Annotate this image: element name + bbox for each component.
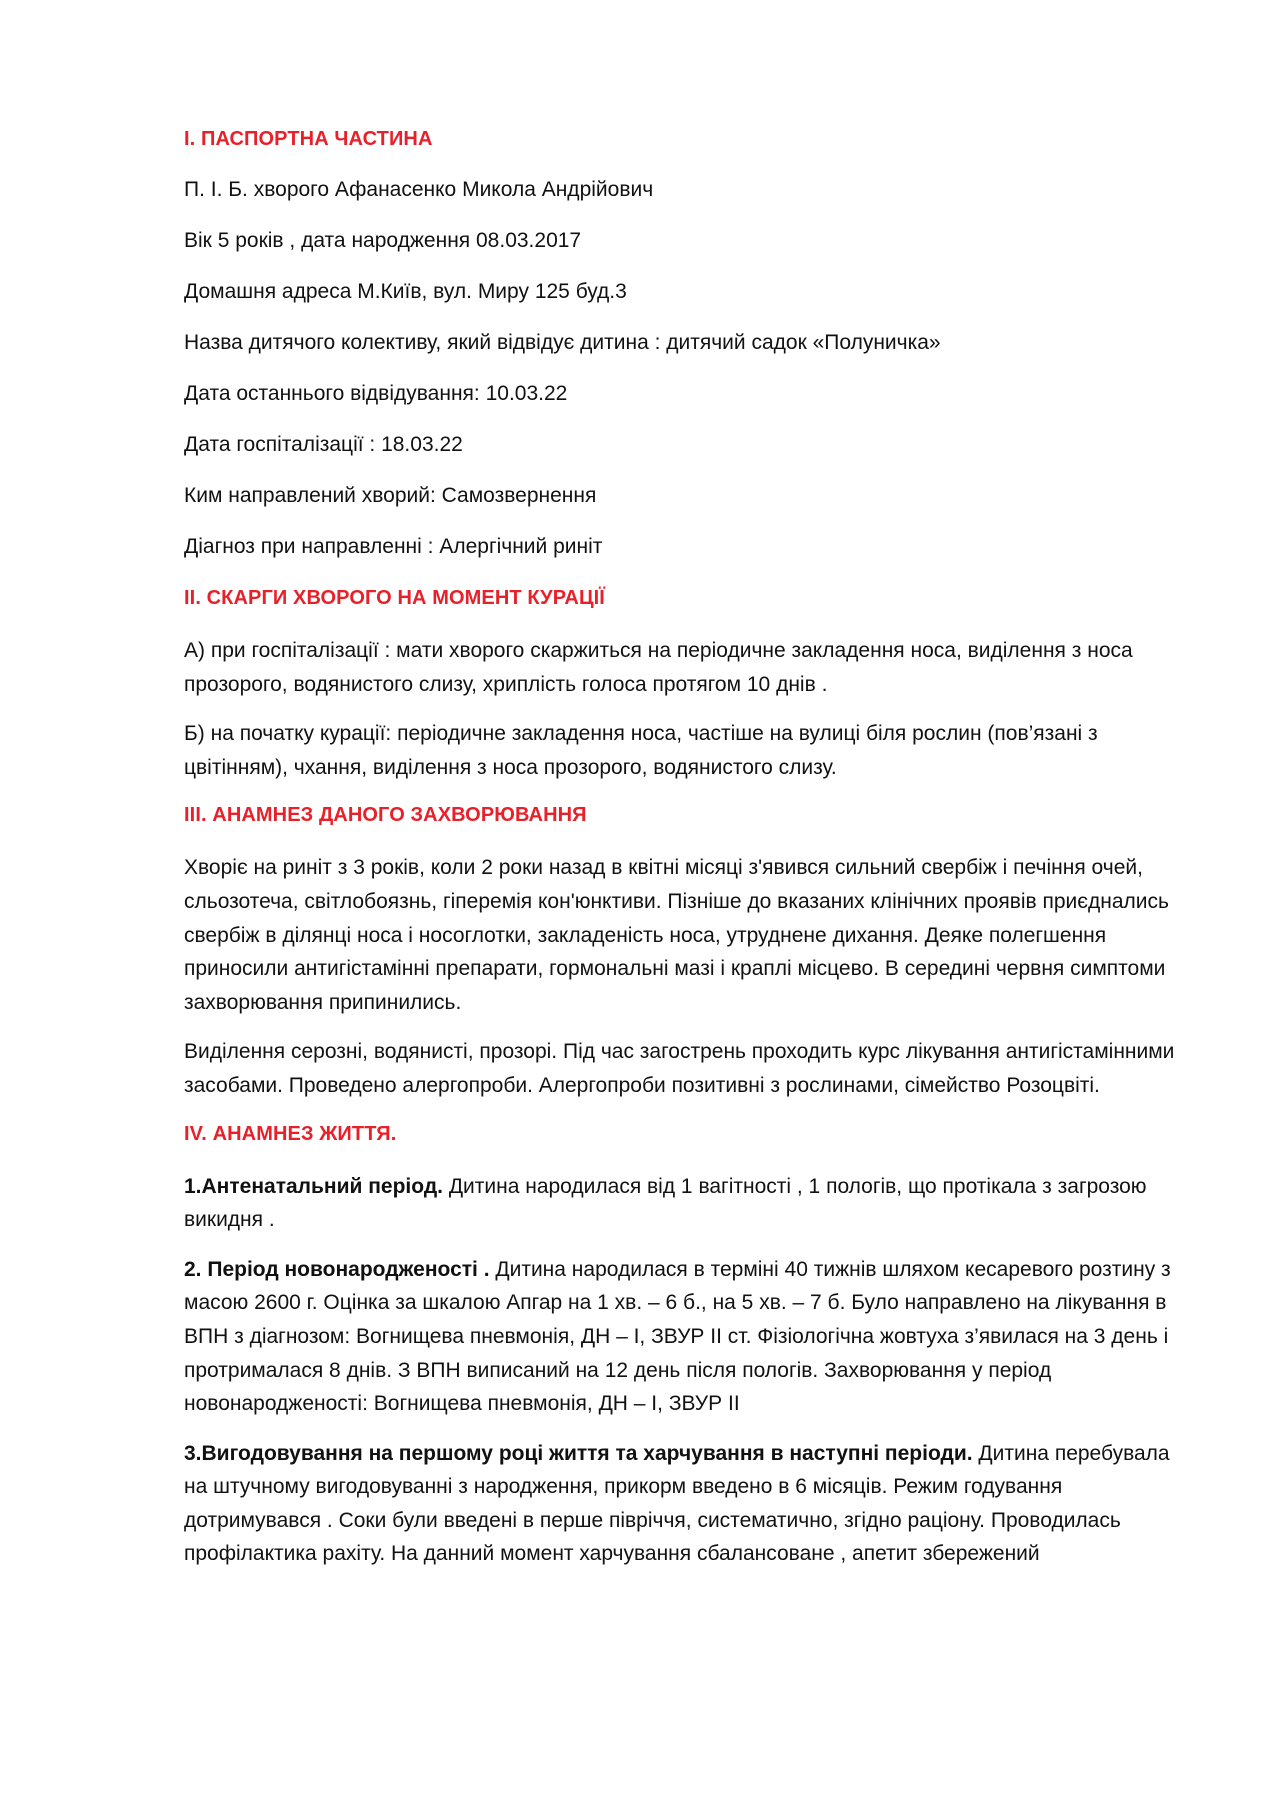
complaints-at-admission: А) при госпіталізації : мати хворого скаржиться на періодичне закладення носа, виділення з носа прозорого, водянистого слизу, хриплість голоса протягом 10 днів . [184,639,1133,696]
antenatal-period-lead: 1.Антенатальний період. [184,1174,443,1198]
section-heading-passport: I. ПАСПОРТНА ЧАСТИНА [184,128,433,150]
feeding-text: Дитина перебувала на штучному вигодовуванні з народження, прикорм введено в 6 місяців. Режим годування дотримувався . Соки були введені в перше півріччя, систематично, згідно раціону. Проводилась профілактика рахіту. На данний момент харчування сбалансоване , апетит збережений [184,1441,1170,1566]
document-page [184,124,1184,1587]
disease-history-paragraph: Хворіє на риніт з 3 років, коли 2 роки назад в квітні місяці з'явився сильний свербіж і печіння очей, сльозотеча, світлобоязнь, гіперемія кон'юнктиви. Пізніше до вказаних клінічних проявів приєднались свербіж в ділянці носа і носоглотки, закладеність носа, утруднене дихання. Деяке полегшення приносили антигістамінні препарати, гормональні мазі і краплі місцево. В середині червня симптоми захворювання припинились. [184,856,1169,1014]
feeding-lead: 3.Вигодовування на першому році життя та харчування в наступні періоди. [184,1441,973,1465]
last-visit-line: Дата останнього відвідування: 10.03.22 [184,382,568,405]
section-heading-disease-history: III. АНАМНЕЗ ДАНОГО ЗАХВОРЮВАННЯ [184,804,587,827]
age-line: Вік 5 років , дата народження 08.03.2017 [184,229,582,252]
antenatal-period-text: Дитина народилася від 1 вагітності , 1 пологів, що протікала з загрозою викидня . [184,1174,1147,1232]
address-line: Домашня адреса М.Київ, вул. Миру 125 буд.3 [184,280,627,303]
referral-line: Ким направлений хворий: Самозвернення [184,484,597,507]
referral-diagnosis-line: Діагноз при направленні : Алергічний риніт [184,535,603,558]
complaints-at-curation: Б) на початку курації: періодичне закладення носа, частіше на вулиці біля рослин (пов’язані з цвітінням), чхання, виділення з носа прозорого, водянистого слизу. [184,722,1098,779]
section-heading-complaints: II. СКАРГИ ХВОРОГО НА МОМЕНТ КУРАЦІЇ [184,587,605,609]
feeding-item [184,1437,1184,1571]
newborn-period-item [184,1253,1184,1421]
patient-name-line: П. І. Б. хворого Афанасенко Микола Андрійович [184,178,654,201]
newborn-period-lead: 2. Період новонародженості . [184,1257,490,1281]
newborn-period-text: Дитина народилася в терміні 40 тижнів шляхом кесаревого розтину з масою 2600 г. Оцінка за шкалою Апгар на 1 хв. – 6 б., на 5 хв. – 7 б. Було направлено на лікування в ВПН з діагнозом: Вогнищева пневмонія, ДН – І, ЗВУР ІІ ст. Фізіологічна жовтуха з’явилася на 3 день і протрималася 8 днів. З ВПН виписаний на 12 день після пологів. Захворювання у період новонародженості: Вогнищева пневмонія, ДН – І, ЗВУР ІІ [184,1257,1171,1416]
antenatal-period-item [184,1170,1184,1237]
hospitalization-date-line: Дата госпіталізації : 18.03.22 [184,433,463,456]
discharge-paragraph: Виділення серозні, водянисті, прозорі. Під час загострень проходить курс лікування антигістамінними засобами. Проведено алергопроби. Алергопроби позитивні з рослинами, сімейство Розоцвіті. [184,1040,1175,1097]
section-heading-life-history: IV. АНАМНЕЗ ЖИТТЯ. [184,1122,397,1145]
kindergarten-line: Назва дитячого колективу, який відвідує дитина : дитячий садок «Полуничка» [184,331,941,354]
